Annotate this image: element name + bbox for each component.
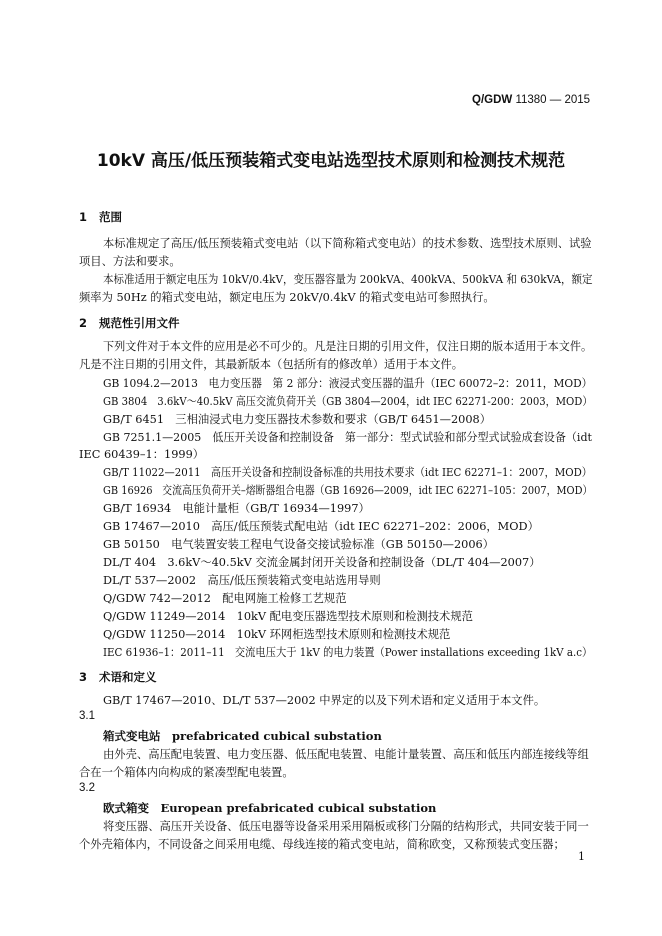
paragraph-line: GB/T 17467—2010、DL/T 537—2002 中界定的以及下列术语和定义适用于本文件。 — [103, 694, 546, 707]
section-number: 3 — [79, 670, 88, 684]
reference-item: GB 17467—2010 高压/低压预装式配电站（idt IEC 62271–202：2006，MOD） — [103, 520, 539, 533]
document-code-suffix: 11380 — 2015 — [515, 94, 591, 106]
paragraph-line: 由外壳、高压配电装置、电力变压器、低压配电装置、电能计量装置、高压和低压内部连接线等组 — [103, 748, 589, 761]
reference-item: GB 3804 3.6kV～40.5kV 高压交流负荷开关（GB 3804—2004，idt IEC 62271-200：2003，MOD） — [103, 395, 593, 408]
paragraph-line: 本标准规定了高压/低压预装箱式变电站（以下简称箱式变电站）的技术参数、选型技术原则、试验 — [103, 237, 592, 250]
paragraph-line: 个外壳箱体内，不同设备之间采用电缆、母线连接的箱式变电站，简称欧变，又称预装式变压器； — [79, 838, 565, 851]
reference-item: DL/T 404 3.6kV～40.5kV 交流金属封闭开关设备和控制设备（DL/T 404—2007） — [103, 556, 541, 569]
reference-item: GB 7251.1—2005 低压开关设备和控制设备 第一部分：型式试验和部分型式试验成套设备（idt — [103, 431, 592, 444]
paragraph-line: 将变压器、高压开关设备、低压电器等设备采用采用隔板或移门分隔的结构形式，共同安装于同一 — [103, 820, 589, 833]
document-code-prefix: Q/GDW — [472, 94, 513, 106]
term-cn: 欧式箱变 — [103, 801, 149, 815]
paragraph-line: 本标准适用于额定电压为 10kV/0.4kV，变压器容量为 200kVA、400kVA、500kVA 和 630kVA，额定 — [103, 273, 593, 286]
reference-item: GB 1094.2—2013 电力变压器 第 2 部分：液浸式变压器的温升（IEC 60072–2：2011，MOD） — [103, 377, 593, 390]
term-heading — [103, 728, 382, 744]
subsection-number: 3.1 — [79, 710, 95, 722]
reference-item: IEC 60439–1：1999） — [79, 448, 205, 461]
term-en: prefabricated cubical substation — [172, 729, 382, 743]
page-title: 10kV 高压/低压预装箱式变电站选型技术原则和检测技术规范 — [96, 151, 566, 171]
reference-item: GB 16926 交流高压负荷开关–熔断器组合电器（GB 16926—2009，idt IEC 62271–105：2007，MOD） — [103, 484, 593, 497]
reference-item: GB/T 11022—2011 高压开关设备和控制设备标准的共用技术要求（idt IEC 62271–1：2007，MOD） — [103, 466, 592, 479]
reference-item: GB 50150 电气装置安装工程电气设备交接试验标准（GB 50150—2006） — [103, 538, 494, 551]
section-1-heading — [79, 209, 122, 225]
term-en: European prefabricated cubical substation — [160, 801, 437, 815]
section-title: 范围 — [99, 210, 122, 224]
reference-item: DL/T 537—2002 高压/低压预装箱式变电站选用导则 — [103, 574, 381, 587]
paragraph-line: 频率为 50Hz 的箱式变电站，额定电压为 20kV/0.4kV 的箱式变电站可参照执行。 — [79, 291, 495, 304]
section-title: 术语和定义 — [99, 670, 157, 684]
section-number: 1 — [79, 210, 88, 224]
reference-item: GB/T 6451 三相油浸式电力变压器技术参数和要求（GB/T 6451—2008） — [103, 413, 492, 426]
subsection-number: 3.2 — [79, 782, 95, 794]
term-heading — [103, 800, 436, 816]
paragraph-line: 项目、方法和要求。 — [79, 255, 181, 268]
reference-item: Q/GDW 742—2012 配电网施工检修工艺规范 — [103, 592, 347, 605]
section-title: 规范性引用文件 — [99, 316, 180, 330]
reference-item: IEC 61936–1：2011–11 交流电压大于 1kV 的电力装置（Power installations exceeding 1kV a.c） — [103, 646, 593, 659]
paragraph-line: 凡是不注日期的引用文件，其最新版本（包括所有的修改单）适用于本文件。 — [79, 358, 464, 371]
reference-item: GB/T 16934 电能计量柜（GB/T 16934—1997） — [103, 502, 370, 515]
paragraph-line: 下列文件对于本文件的应用是必不可少的。凡是注日期的引用文件，仅注日期的版本适用于本文件。 — [103, 340, 593, 353]
reference-item: Q/GDW 11249—2014 10kV 配电变压器选型技术原则和检测技术规范 — [103, 610, 473, 623]
section-number: 2 — [79, 316, 88, 330]
reference-item: Q/GDW 11250—2014 10kV 环网柜选型技术原则和检测技术规范 — [103, 628, 451, 641]
document-code — [472, 94, 590, 106]
section-2-heading — [79, 315, 180, 331]
section-3-heading — [79, 669, 157, 685]
page-number: 1 — [578, 850, 585, 863]
term-cn: 箱式变电站 — [103, 729, 161, 743]
paragraph-line: 合在一个箱体内向构成的紧凑型配电装置。 — [79, 766, 294, 779]
